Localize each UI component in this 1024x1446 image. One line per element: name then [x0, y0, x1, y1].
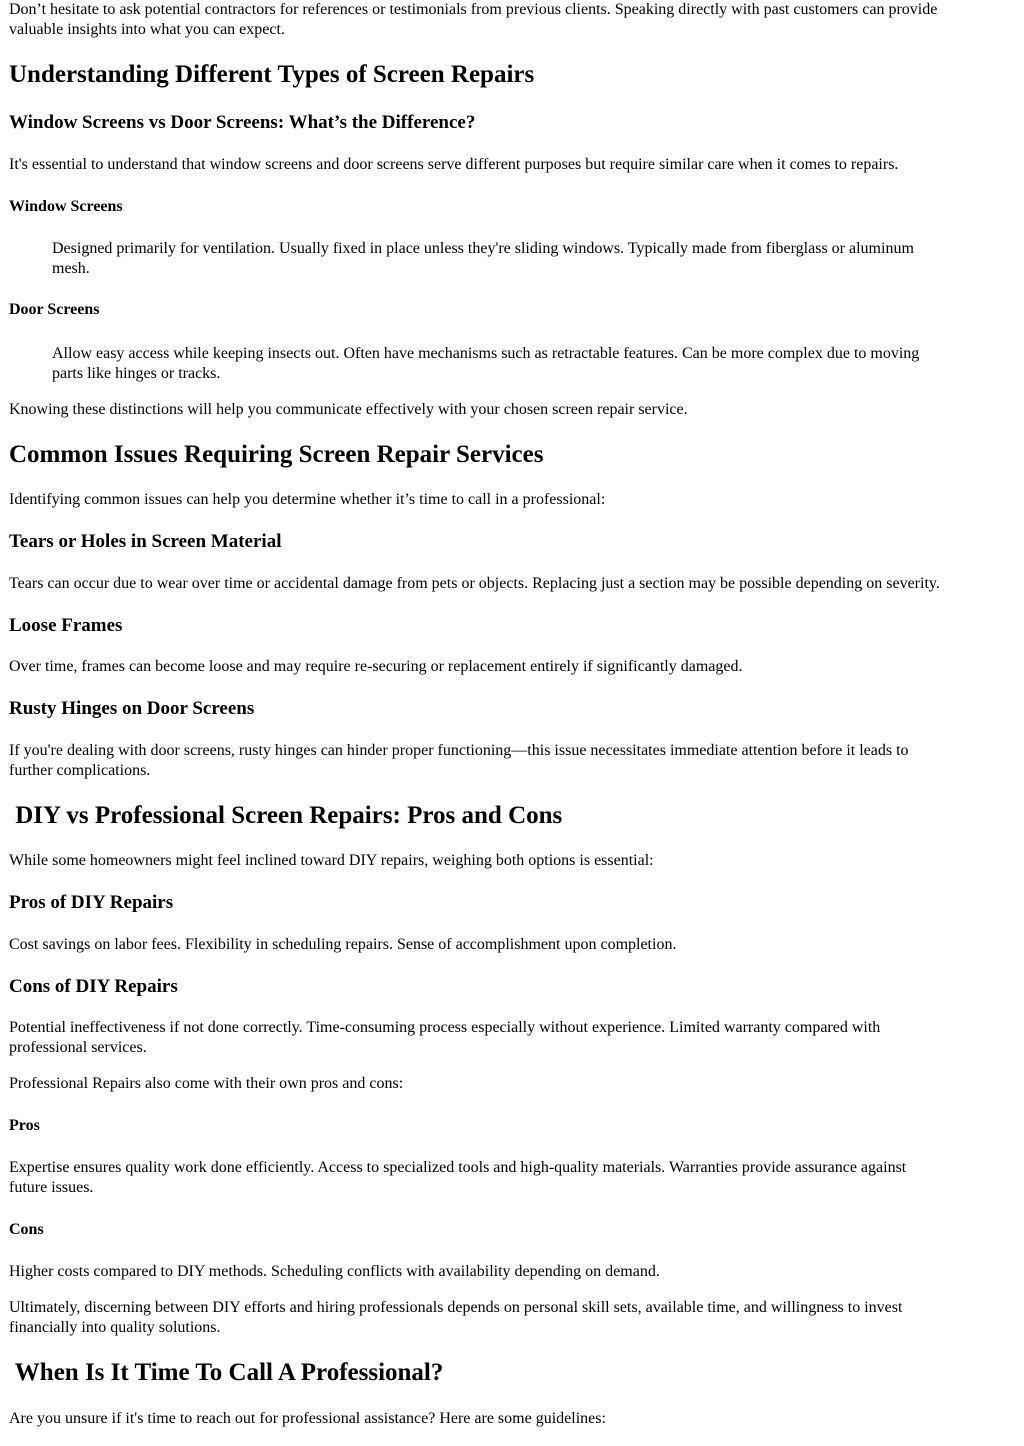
issues-heading: Common Issues Requiring Screen Repair Services — [9, 441, 544, 468]
intro-line-2: valuable insights into what you can expect. — [9, 20, 285, 38]
hinges-text-line-1: If you're dealing with door screens, rusty hinges can hinder proper functioning—this issue necessitates immediate attention before it leads to — [9, 742, 909, 759]
conclusion-paragraph — [9, 1298, 902, 1337]
tears-heading: Tears or Holes in Screen Material — [9, 531, 282, 552]
diy-cons-heading: Cons of DIY Repairs — [9, 976, 178, 997]
tears-text: Tears can occur due to wear over time or accidental damage from pets or objects. Replacing just a section may be possible depending on severity. — [9, 575, 940, 592]
hinges-heading: Rusty Hinges on Door Screens — [9, 698, 255, 719]
frames-text: Over time, frames can become loose and may require re-securing or replacement entirely if significantly damaged. — [9, 658, 743, 675]
when-heading: When Is It Time To Call A Professional? — [9, 1359, 444, 1386]
professional-cons-label: Cons — [9, 1221, 44, 1238]
types-heading: Understanding Different Types of Screen Repairs — [9, 61, 535, 88]
professional-pros-line-1: Expertise ensures quality work done efficiently. Access to specialized tools and high-quality materials. Warranties provide assurance against — [9, 1159, 907, 1176]
hinges-text — [9, 741, 909, 780]
intro-paragraph — [9, 0, 937, 39]
diy-pros-heading: Pros of DIY Repairs — [9, 892, 174, 913]
window-desc-line-2: mesh. — [52, 259, 90, 277]
frames-heading: Loose Frames — [9, 615, 123, 636]
window-desc-line-1: Designed primarily for ventilation. Usually fixed in place unless they're sliding windows. Typically made from fiberglass or aluminum — [52, 240, 914, 257]
professional-intro: Professional Repairs also come with their own pros and cons: — [9, 1075, 404, 1092]
diy-heading: DIY vs Professional Screen Repairs: Pros and Cons — [9, 802, 563, 829]
intro-line-1: Don’t hesitate to ask potential contractors for references or testimonials from previous clients. Speaking directly with past customers can provide — [9, 1, 938, 18]
door-screens-label: Door Screens — [9, 301, 100, 318]
conclusion-line-1: Ultimately, discerning between DIY efforts and hiring professionals depends on personal skill sets, available time, and willingness to invest — [9, 1299, 903, 1316]
types-subheading: Window Screens vs Door Screens: What’s the Difference? — [9, 112, 476, 133]
types-paragraph: It's essential to understand that window screens and door screens serve different purposes but require similar care when it comes to repairs. — [9, 156, 899, 173]
door-desc-line-1: Allow easy access while keeping insects out. Often have mechanisms such as retractable features. Can be more complex due to moving — [52, 345, 920, 362]
hinges-text-line-2: further complications. — [9, 761, 151, 779]
types-closing: Knowing these distinctions will help you communicate effectively with your chosen screen repair service. — [9, 401, 688, 418]
diy-pros-text: Cost savings on labor fees. Flexibility in scheduling repairs. Sense of accomplishment upon completion. — [9, 936, 677, 953]
professional-pros-label: Pros — [9, 1117, 40, 1134]
professional-pros-line-2: future issues. — [9, 1178, 94, 1196]
diy-intro: While some homeowners might feel inclined toward DIY repairs, weighing both options is essential: — [9, 852, 654, 869]
diy-cons-line-1: Potential ineffectiveness if not done correctly. Time-consuming process especially without experience. Limited warranty compared with — [9, 1019, 881, 1036]
diy-cons-line-2: professional services. — [9, 1038, 147, 1056]
issues-intro: Identifying common issues can help you determine whether it’s time to call in a professional: — [9, 491, 606, 508]
professional-cons-text: Higher costs compared to DIY methods. Scheduling conflicts with availability depending on demand. — [9, 1263, 660, 1280]
conclusion-line-2: financially into quality solutions. — [9, 1318, 221, 1336]
door-screens-description — [52, 344, 919, 383]
when-intro: Are you unsure if it's time to reach out for professional assistance? Here are some guidelines: — [9, 1410, 606, 1427]
door-desc-line-2: parts like hinges or tracks. — [52, 364, 221, 382]
diy-cons-text — [9, 1018, 880, 1057]
window-screens-description — [52, 239, 914, 278]
professional-pros-text — [9, 1158, 906, 1197]
window-screens-label: Window Screens — [9, 198, 123, 215]
